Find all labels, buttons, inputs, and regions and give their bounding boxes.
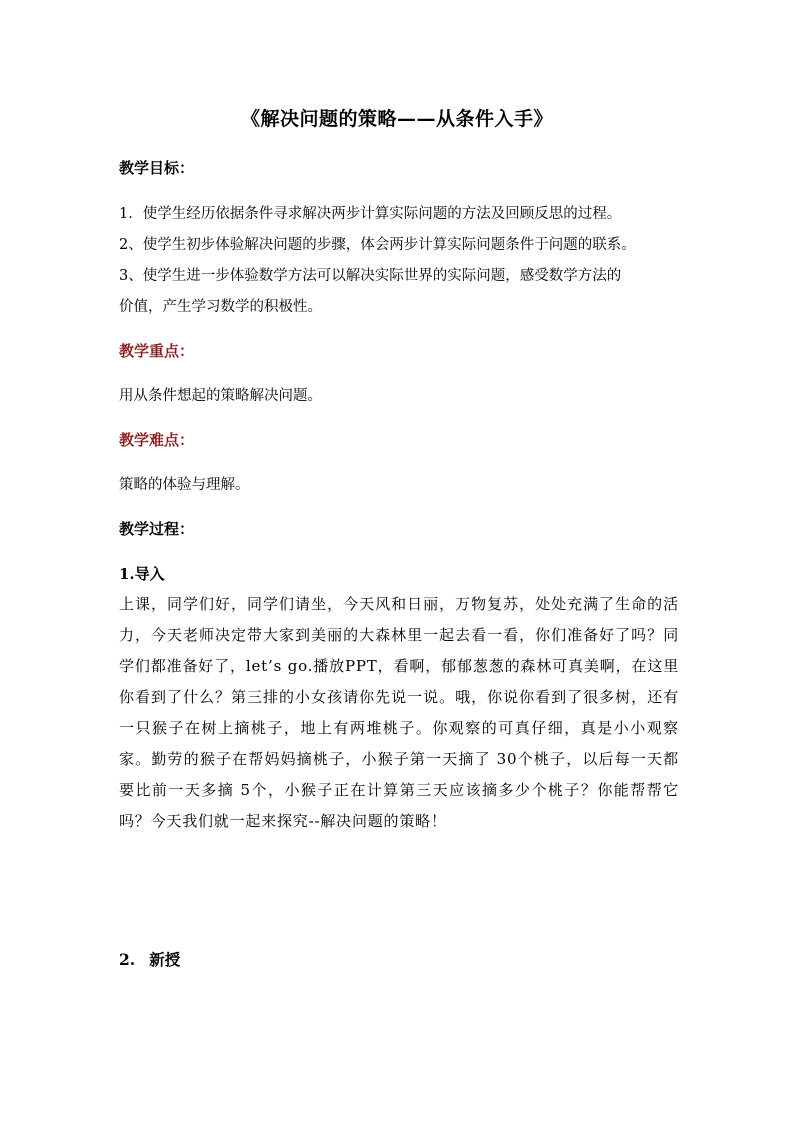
- section2-label: 新授: [149, 950, 181, 969]
- difficulty-text: 策略的体验与理解。: [119, 477, 250, 493]
- process-heading: 教学过程：: [119, 520, 195, 538]
- key-point-text: 用从条件想起的策略解决问题。: [119, 388, 322, 404]
- key-point-heading: 教学重点：: [119, 342, 195, 360]
- objective-item-1: 1．使学生经历依据条件寻求解决两步计算实际问题的方法及回顾反思的过程。: [119, 206, 622, 222]
- section1-paragraph: 上课，同学们好，同学们请坐，今天风和日丽，万物复苏，处处充满了生命的活力，今天老师决定带大家到美丽的大森林里一起去看一看，你们准备好了吗？同学们都准备好了，let’s go.播放PPT，看啊，郁郁葱葱的森林可真美啊，在这里你看到了什么？第三排的小女孩请你先说一说。哦，你说你看到了很多树，还有一只猴子在树上摘桃子，地上有两堆桃子。你观察的可真仔细，真是小小观察家。勤劳的猴子在帮妈妈摘桃子，小猴子第一天摘了 30个桃子，以后每一天都要比前一天多摘 5个，小猴子正在计算第三天应该摘多少个桃子？你能帮帮它吗？今天我们就一起来探究--解决问题的策略！: [119, 595, 679, 830]
- objective-item-3: 3、使学生进一步体验数学方法可以解决实际世界的实际问题，感受数学方法的: [119, 268, 622, 284]
- objective-item-2: 2、使学生初步体验解决问题的步骤，体会两步计算实际问题条件于问题的联系。: [119, 237, 636, 253]
- objective-item-3-continued: 价值，产生学习数学的积极性。: [119, 299, 322, 315]
- section2-number: 2.: [119, 950, 136, 969]
- section1-heading: 1.导入: [119, 565, 165, 583]
- difficulty-heading: 教学难点：: [119, 431, 195, 449]
- section2-heading: [119, 948, 180, 970]
- objectives-heading: 教学目标：: [119, 159, 195, 177]
- document-title: 《解决问题的策略——从条件入手》: [240, 108, 553, 130]
